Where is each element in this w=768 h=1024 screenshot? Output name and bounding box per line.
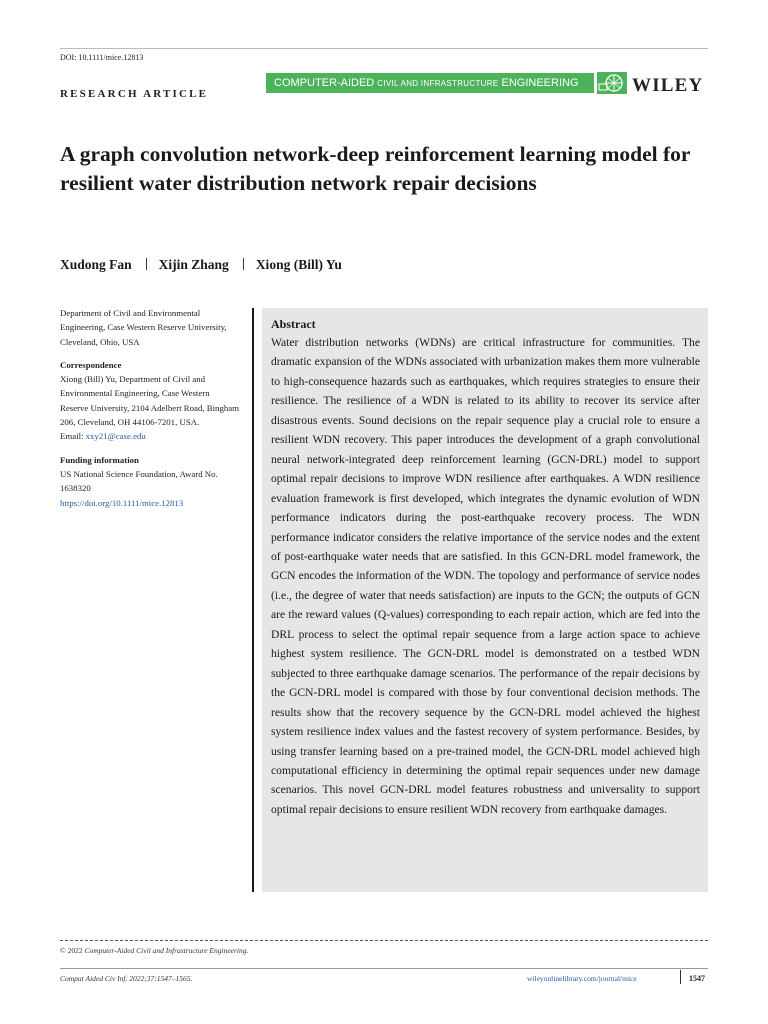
abstract-text: Water distribution networks (WDNs) are critical infrastructure for communities. The dramatic expansion of the WDNs associated with urbanization makes them more vulnerable to high-consequence hazards such as earthquakes, which requires strategies to ensure their resilience. The resilience of a WDN is related to its ability to recover its service after disastrous events. Sound decisions on the repair sequence play a crucial role to ensure a resilient WDN recovery. This paper introduces the development of a graph convolutional neural network-integrated deep reinforcement learning (GCN-DRL) model to support optimal repair decisions to improve WDN resilience after earthquakes. A WDN resilience evaluation framework is first developed, which integrates the dynamic evolution of WDN performance indicators during the post-earthquake recovery process. The WDN performance indicator considers the relative importance of the service nodes and the extent of post-earthquake water needs that are satisfied. In this GCN-DRL model framework, the GCN encodes the information of the WDN. The topology and performance of service nodes (i.e., the degree of water that needs satisfaction) are inputs to the GCN; the outputs of GCN are the reward values (Q-values) corresponding to each repair action, which are fed into the DRL process to select the optimal repair sequence from a large action space to achieve highest system resilience. The GCN-DRL model is demonstrated on a testbed WDN subjected to three earthquake damage scenarios. The performance of the repair decisions by the GCN-DRL model is compared with those by four conventional decision methods. The results show that the recovery sequence by the GCN-DRL model achieved the highest system resilience index values and the fastest recovery of system performance. Besides, by using transfer learning based on a pre-trained model, the GCN-DRL model achieved high computational efficiency in determining the optimal repair sequences under new damage scenarios. This novel GCN-DRL model features robustness and universality to support optimal repair decisions to ensure resilient WDN recovery from earthquake damages.	[271, 336, 700, 816]
email-label: Email:	[60, 431, 86, 442]
correspondence-block	[60, 358, 240, 444]
page-separator	[680, 970, 681, 984]
journal-banner-part1: COMPUTER-AIDED	[274, 77, 375, 89]
journal-banner-part3: ENGINEERING	[501, 77, 579, 89]
journal-banner	[266, 73, 594, 93]
correspondence-heading: Correspondence	[60, 359, 122, 370]
article-title: A graph convolution network-deep reinforcement learning model for resilient water distribution network repair decisions	[60, 142, 691, 195]
affiliation: Department of Civil and Environmental Engineering, Case Western Reserve University, Cleveland, Ohio, USA	[60, 308, 227, 347]
article-sidebar	[60, 306, 240, 519]
author-name[interactable]: Xudong Fan	[60, 257, 132, 272]
abstract-divider	[252, 308, 254, 892]
citation: Comput Aided Civ Inf. 2022;37:1547–1565.	[60, 974, 193, 983]
journal-website-link[interactable]: wileyonlinelibrary.com/journal/mice	[527, 974, 637, 983]
author-name[interactable]: Xijin Zhang	[158, 257, 229, 272]
author-name[interactable]: Xiong (Bill) Yu	[255, 257, 342, 272]
copyright-notice	[60, 946, 248, 955]
funding-block	[60, 453, 240, 510]
email-line	[60, 429, 240, 443]
article-type-label: RESEARCH ARTICLE	[60, 88, 209, 100]
copyright-journal: Computer-Aided Civil and Infrastructure Engineering.	[84, 946, 249, 955]
journal-banner-part2: CIVIL AND INFRASTRUCTURE	[377, 79, 499, 88]
publisher-logo: WILEY	[632, 75, 704, 96]
top-rule	[60, 48, 708, 49]
abstract-heading: Abstract	[271, 317, 316, 331]
page-number: 1547	[689, 974, 705, 983]
footer-rule	[60, 968, 708, 969]
journal-logo-icon	[597, 72, 627, 94]
footer-dashed-rule	[60, 940, 708, 941]
author-separator	[243, 258, 244, 270]
doi-link[interactable]: https://doi.org/10.1111/mice.12813	[60, 497, 184, 508]
correspondence-text: Xiong (Bill) Yu, Department of Civil and Environmental Engineering, Case Western Reserve University, 2104 Adelbert Road, Bingham 206, Cleveland, OH 44106-7201, USA.	[60, 374, 239, 428]
funding-heading: Funding information	[60, 454, 139, 465]
author-list	[60, 257, 342, 273]
doi-text: DOI: 10.1111/mice.12813	[60, 53, 144, 62]
funding-text: US National Science Foundation, Award No. 1638320	[60, 468, 218, 494]
email-link[interactable]: xxy21@case.edu	[85, 431, 146, 442]
abstract-box	[262, 308, 708, 892]
copyright-prefix: © 2022	[60, 946, 83, 955]
author-separator	[146, 258, 147, 270]
